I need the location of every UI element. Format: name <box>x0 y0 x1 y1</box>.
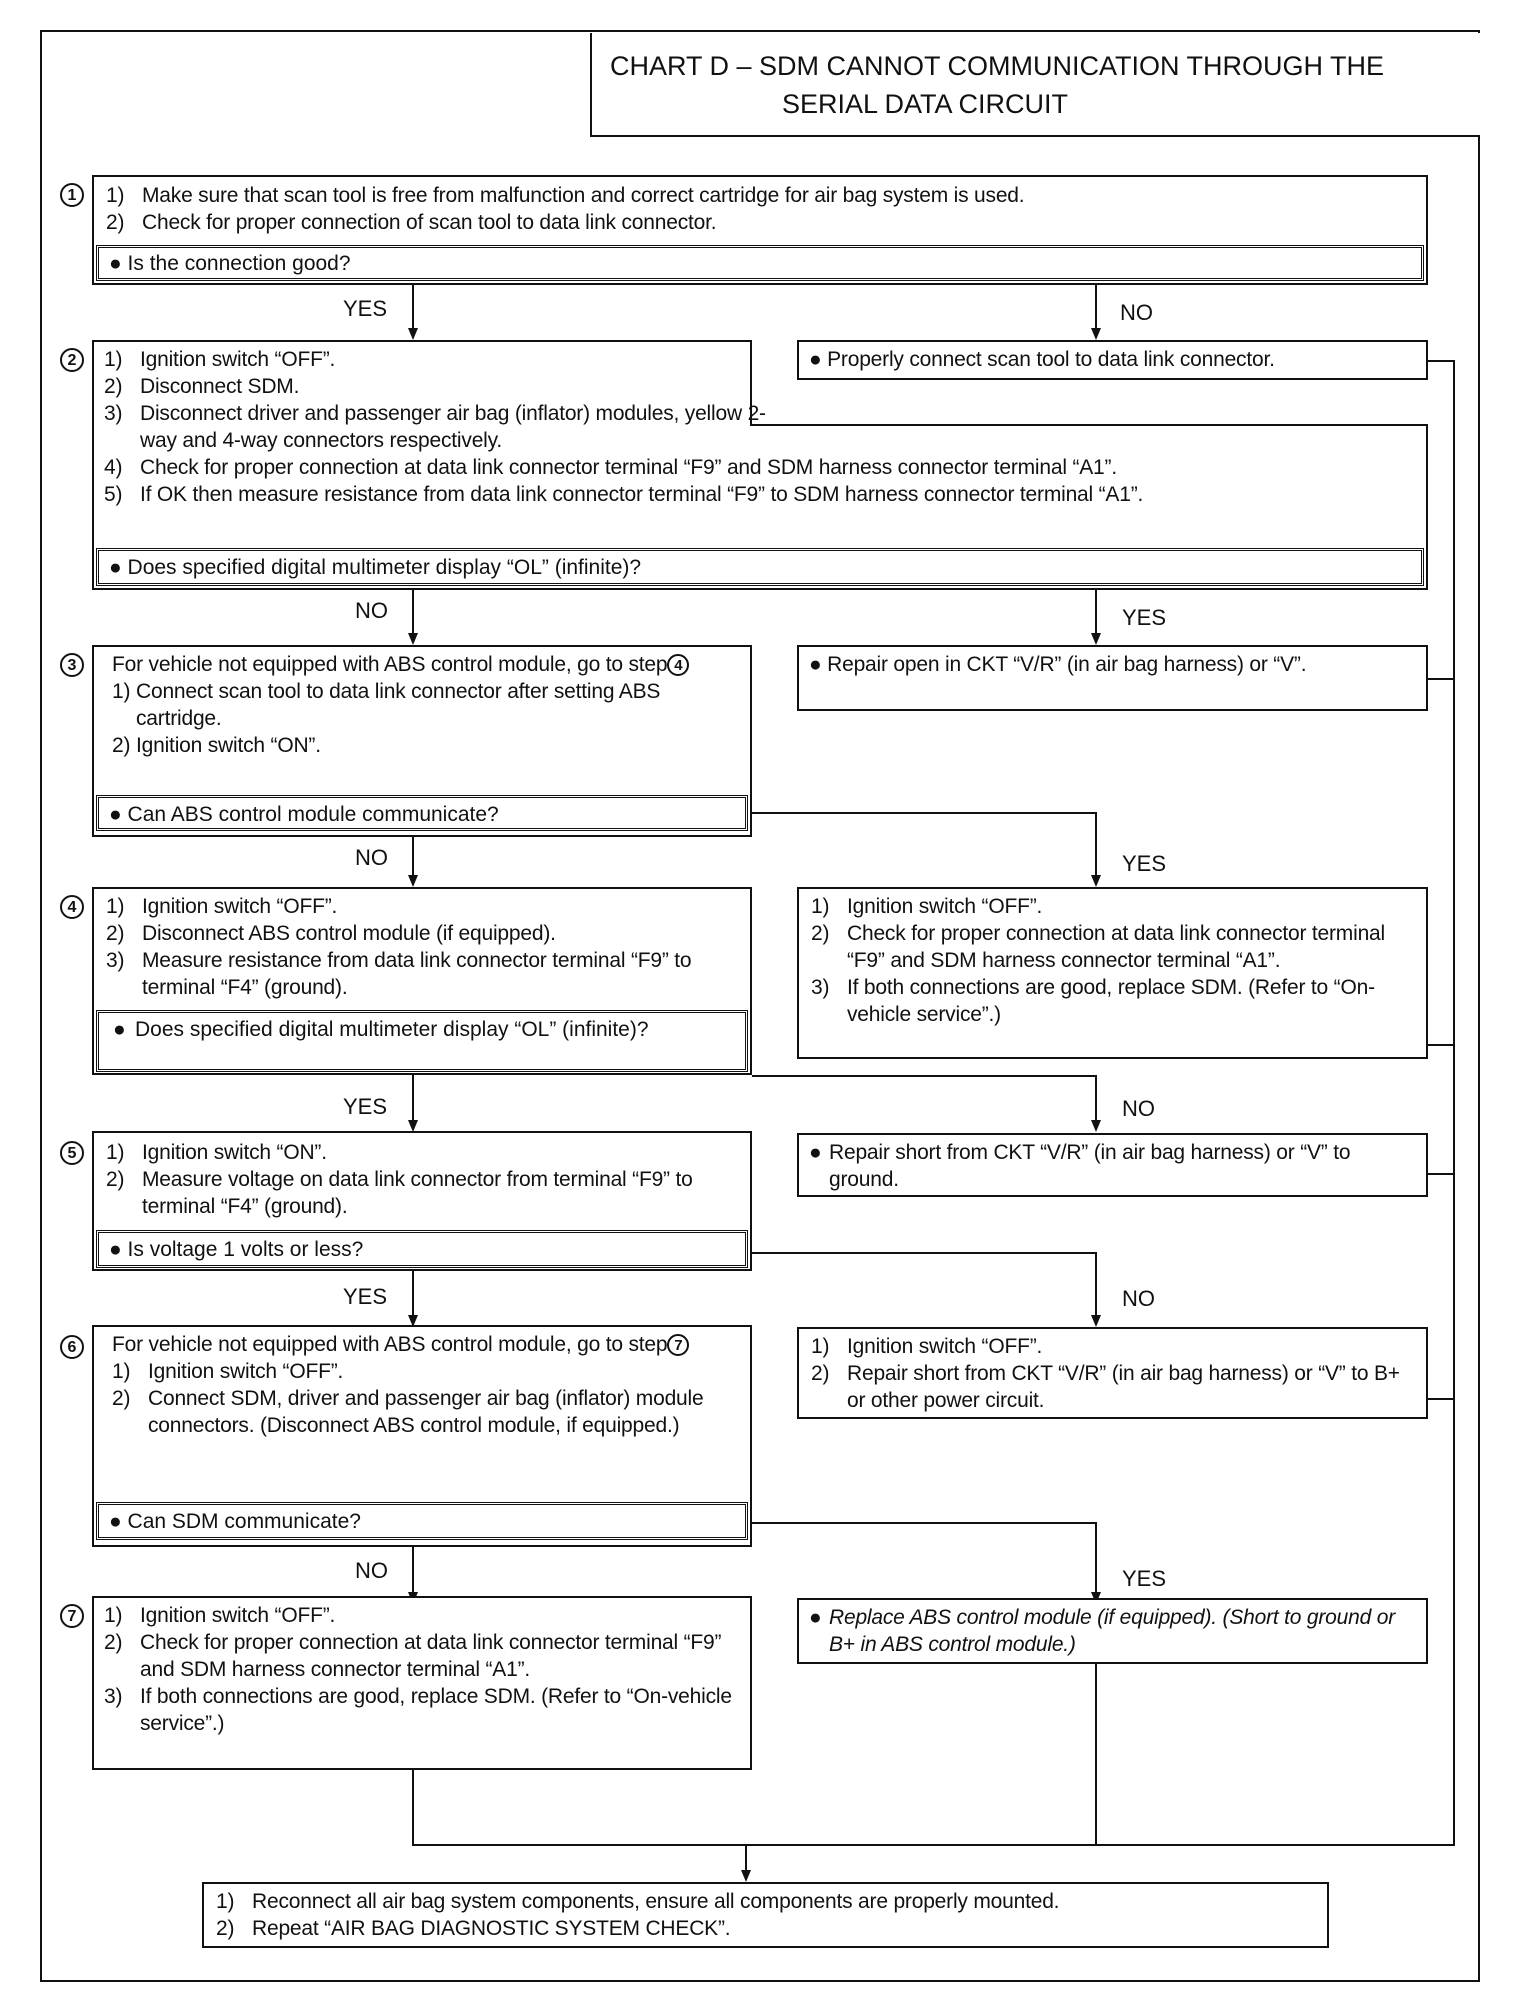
branch-yes-label: YES <box>343 296 388 321</box>
step-ref-4: 4 <box>667 654 689 676</box>
step-3-question: ● Can ABS control module communicate? <box>96 795 748 831</box>
chart-title-line1: CHART D – SDM CANNOT COMMUNICATION THROUGH THE <box>610 51 1385 81</box>
branch-no-label: NO <box>1122 1096 1155 1121</box>
branch-yes-label: YES <box>1122 851 1167 876</box>
step-number-2: 2 <box>60 348 84 372</box>
branch-no-label: NO <box>1122 1286 1155 1311</box>
chart-title-line2: SERIAL DATA CIRCUIT <box>782 89 1069 119</box>
step-number-3: 3 <box>60 653 84 677</box>
action-replace-abs: ● Replace ABS control module (if equipped). (Short to ground or B+ in ABS control module.) <box>797 1598 1428 1664</box>
step-number-6: 6 <box>60 1335 84 1359</box>
step-7-box: 1) Ignition switch “OFF”. 2) Check for proper connection at data link connector terminal “F9” and SDM harness connector terminal “A1”. 3) If both connections are good, replace SDM. (Refer to “On-vehicle service”.) <box>92 1596 752 1770</box>
step-4-question: ● Does specified digital multimeter display “OL” (infinite)? <box>96 1010 748 1072</box>
branch-yes-label: YES <box>1122 1566 1167 1591</box>
step-2-box: 1) Ignition switch “OFF”. 2) Disconnect SDM. 3) Disconnect driver and passenger air bag (inflator) modules, yellow 2-way and 4-way connectors respectively. 4) Check for proper connection at data link connector terminal “F9” and SDM harness connector terminal “A1”. 5) If OK then measure resistance from data link connector terminal “F9” to SDM harness connector terminal “A1”. <box>92 340 1428 590</box>
step-1-question: ● Is the connection good? <box>96 245 1424 281</box>
step-1-item: 1) Make sure that scan tool is free from malfunction and correct cartridge for air bag system is used. <box>106 184 1025 207</box>
chart-title-box <box>590 33 1480 137</box>
step-number-1: 1 <box>60 183 84 207</box>
step-number-5: 5 <box>60 1141 84 1165</box>
step-ref-7: 7 <box>667 1334 689 1356</box>
branch-no-label: NO <box>1120 300 1153 325</box>
action-repair-short-ground: ● Repair short from CKT “V/R” (in air bag harness) or “V” to ground. <box>797 1133 1428 1197</box>
branch-no-label: NO <box>355 1558 388 1583</box>
action-repair-open: ● Repair open in CKT “V/R” (in air bag harness) or “V”. <box>797 645 1428 711</box>
branch-yes-label: YES <box>343 1284 388 1309</box>
step-3-box: For vehicle not equipped with ABS control module, go to step 4 1) Connect scan tool to data link connector after setting ABS cartridge. 2) Ignition switch “ON”. <box>92 645 752 837</box>
action-connect-scan-tool: ● Properly connect scan tool to data link connector. <box>797 340 1428 380</box>
step-number-4: 4 <box>60 895 84 919</box>
step-5-box: 1) Ignition switch “ON”. 2) Measure voltage on data link connector from terminal “F9” to terminal “F4” (ground). <box>92 1131 752 1271</box>
branch-yes-label: YES <box>1122 605 1167 630</box>
step-6-question: ● Can SDM communicate? <box>96 1502 748 1540</box>
action-repair-short-power: 1) Ignition switch “OFF”. 2) Repair short from CKT “V/R” (in air bag harness) or “V” to B+ or other power circuit. <box>797 1327 1428 1419</box>
branch-no-label: NO <box>355 598 388 623</box>
branch-yes-label: YES <box>343 1094 388 1119</box>
step-1-item: 2) Check for proper connection of scan tool to data link connector. <box>106 211 717 234</box>
final-box: 1) Reconnect all air bag system components, ensure all components are properly mounted. 2) Repeat “AIR BAG DIAGNOSTIC SYSTEM CHECK”. <box>202 1882 1329 1948</box>
step-6-box: For vehicle not equipped with ABS control module, go to step 7 1) Ignition switch “OFF”. 2) Connect SDM, driver and passenger air bag (inflator) module connectors. (Disconnect ABS control module, if equipped.) <box>92 1325 752 1547</box>
branch-no-label: NO <box>355 845 388 870</box>
action-check-replace-sdm: 1) Ignition switch “OFF”. 2) Check for proper connection at data link connector terminal “F9” and SDM harness connector terminal “A1”. 3) If both connections are good, replace SDM. (Refer to “On-vehicle service”.) <box>797 887 1428 1059</box>
step-number-7: 7 <box>60 1604 84 1628</box>
step-2-question: ● Does specified digital multimeter display “OL” (infinite)? <box>96 548 1424 586</box>
step-5-question: ● Is voltage 1 volts or less? <box>96 1230 748 1268</box>
step-4-box: 1) Ignition switch “OFF”. 2) Disconnect ABS control module (if equipped). 3) Measure resistance from data link connector terminal “F9” to terminal “F4” (ground). <box>92 887 752 1075</box>
